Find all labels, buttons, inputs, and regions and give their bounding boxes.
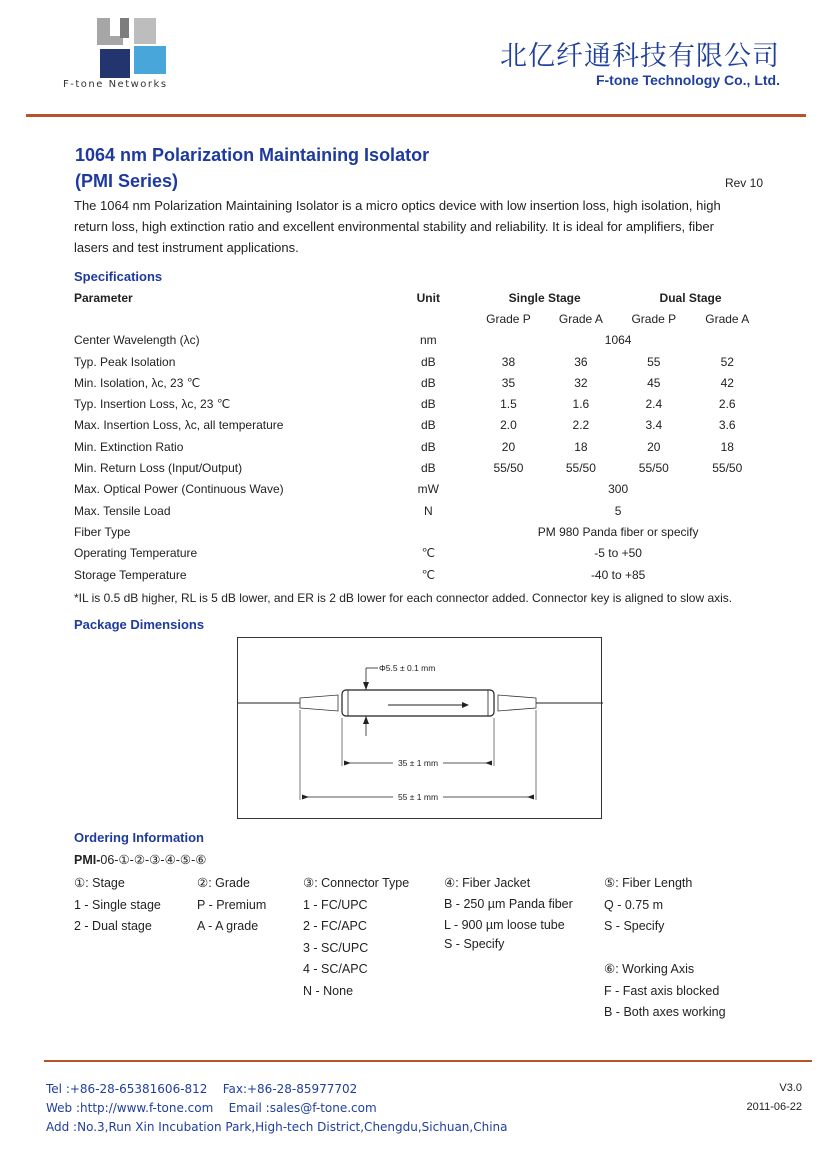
table-row bbox=[74, 479, 764, 500]
footer-divider bbox=[44, 1060, 812, 1062]
row-unit: ℃ bbox=[421, 546, 436, 561]
row-value: 20 bbox=[647, 439, 661, 454]
footer-address: Add :No.3,Run Xin Incubation Park,High-tech District,Chengdu,Sichuan,China bbox=[46, 1120, 508, 1134]
row-value: -40 to +85 bbox=[590, 567, 646, 582]
column-header-dual-stage: Dual Stage bbox=[659, 290, 722, 305]
row-parameter: Max. Tensile Load bbox=[74, 503, 171, 518]
row-value: 2.0 bbox=[500, 418, 517, 433]
option-item: S - Specify bbox=[444, 937, 505, 951]
grade-label: Grade P bbox=[486, 311, 531, 326]
part-number-code bbox=[74, 852, 207, 867]
row-value: 1064 bbox=[604, 333, 632, 348]
row-value: 2.6 bbox=[718, 397, 736, 412]
body-length-label: 35 ± 1 mm bbox=[397, 758, 439, 768]
column-header-unit: Unit bbox=[416, 290, 440, 305]
row-value: PM 980 Panda fiber or specify bbox=[537, 524, 699, 539]
diameter-label: Φ5.5 ± 0.1 mm bbox=[379, 663, 436, 673]
row-value: 52 bbox=[720, 354, 734, 369]
logo-caption: F-tone Networks bbox=[63, 79, 168, 90]
row-value: 42 bbox=[720, 375, 734, 390]
row-unit: mW bbox=[417, 482, 439, 497]
option-item: Q - 0.75 m bbox=[604, 897, 664, 912]
option-item: ⑥: Working Axis bbox=[604, 962, 695, 976]
option-item: S - Specify bbox=[604, 919, 665, 933]
table-row bbox=[74, 436, 764, 457]
revision-label: Rev 10 bbox=[724, 176, 763, 190]
row-unit: dB bbox=[420, 418, 436, 433]
row-value: 1.6 bbox=[572, 397, 590, 412]
row-value: 32 bbox=[574, 375, 588, 390]
option-item: 1 - Single stage bbox=[74, 897, 161, 912]
option-item: 2 - Dual stage bbox=[74, 919, 152, 933]
ordering-column-connector bbox=[303, 873, 409, 1002]
option-item: L - 900 µm loose tube bbox=[444, 918, 565, 932]
grade-label: Grade A bbox=[705, 311, 750, 326]
row-value: 55/50 bbox=[493, 461, 524, 476]
row-value: 55/50 bbox=[638, 461, 669, 476]
row-value: 20 bbox=[501, 439, 516, 454]
row-value: 2.4 bbox=[645, 397, 663, 412]
row-parameter: Storage Temperature bbox=[74, 567, 187, 582]
part-number-fields: 06-①-②-③-④-⑤-⑥ bbox=[100, 853, 207, 867]
table-row bbox=[74, 351, 764, 372]
row-value: 35 bbox=[501, 375, 516, 390]
ordering-column-grade bbox=[197, 873, 266, 938]
option-item: ②: Grade bbox=[197, 876, 250, 890]
row-value: 55 bbox=[647, 354, 661, 369]
option-item: B - Both axes working bbox=[604, 1005, 726, 1019]
row-parameter: Min. Extinction Ratio bbox=[74, 439, 184, 454]
row-value: 38 bbox=[501, 354, 516, 369]
row-parameter: Min. Isolation, λc, 23 ℃ bbox=[74, 375, 201, 390]
option-item: 2 - FC/APC bbox=[303, 919, 367, 933]
table-row bbox=[74, 500, 764, 521]
row-unit: dB bbox=[420, 439, 436, 454]
specifications-table bbox=[74, 287, 764, 585]
row-value: 18 bbox=[720, 439, 734, 454]
isolator-drawing-icon bbox=[238, 638, 603, 820]
option-item: F - Fast axis blocked bbox=[604, 983, 720, 998]
table-header-row bbox=[74, 287, 764, 308]
product-series: (PMI Series) bbox=[75, 171, 179, 191]
part-number-prefix: PMI- bbox=[74, 853, 101, 867]
row-value: -5 to +50 bbox=[594, 546, 642, 561]
row-unit: nm bbox=[419, 333, 437, 348]
company-name-chinese: 北亿纤通科技有限公司 bbox=[500, 41, 780, 72]
footer-web-email: Web :http://www.f-tone.com Email :sales@f-tone.com bbox=[46, 1101, 377, 1115]
row-parameter: Typ. Insertion Loss, λc, 23 ℃ bbox=[74, 397, 231, 412]
row-value: 45 bbox=[647, 375, 661, 390]
row-parameter: Max. Optical Power (Continuous Wave) bbox=[74, 482, 284, 497]
grade-label: Grade P bbox=[631, 311, 677, 326]
table-row bbox=[74, 457, 764, 478]
document-version: V3.0 bbox=[779, 1082, 802, 1094]
product-description bbox=[74, 195, 774, 258]
row-value: 55/50 bbox=[565, 461, 596, 476]
footer-contact bbox=[46, 1080, 508, 1137]
grade-label: Grade A bbox=[558, 311, 603, 326]
row-value: 55/50 bbox=[712, 461, 743, 476]
product-title: 1064 nm Polarization Maintaining Isolator bbox=[75, 145, 430, 165]
column-header-parameter: Parameter bbox=[74, 290, 133, 305]
row-value: 3.4 bbox=[645, 418, 663, 433]
description-line: The 1064 nm Polarization Maintaining Isolator is a micro optics device with low insertion loss, high isolation, high bbox=[74, 198, 721, 213]
specifications-heading: Specifications bbox=[74, 269, 163, 284]
option-item: N - None bbox=[303, 983, 354, 998]
row-parameter: Typ. Peak Isolation bbox=[74, 354, 176, 369]
row-value: 36 bbox=[574, 354, 588, 369]
row-parameter: Center Wavelength (λc) bbox=[74, 333, 200, 348]
row-parameter: Max. Insertion Loss, λc, all temperature bbox=[74, 418, 284, 433]
package-drawing bbox=[237, 637, 602, 819]
grade-header-row bbox=[74, 308, 764, 329]
row-value: 3.6 bbox=[718, 418, 736, 433]
company-logo bbox=[90, 16, 170, 80]
row-parameter: Operating Temperature bbox=[74, 546, 198, 561]
table-row bbox=[74, 372, 764, 393]
option-item: ⑤: Fiber Length bbox=[604, 876, 693, 890]
option-item: 3 - SC/UPC bbox=[303, 940, 369, 955]
footer-phone-fax: Tel :+86-28-65381606-812 Fax:+86-28-85977702 bbox=[46, 1082, 358, 1096]
option-item: P - Premium bbox=[197, 897, 267, 912]
table-row bbox=[74, 564, 764, 585]
description-line: lasers and test instrument applications. bbox=[74, 240, 299, 255]
table-row bbox=[74, 415, 764, 436]
row-unit: dB bbox=[420, 354, 436, 369]
logo-mark-icon bbox=[90, 16, 170, 80]
header-divider bbox=[26, 114, 806, 117]
option-item: B - 250 µm Panda fiber bbox=[444, 897, 573, 911]
row-unit: ℃ bbox=[421, 567, 436, 582]
row-unit: dB bbox=[420, 375, 436, 390]
row-unit: N bbox=[423, 503, 433, 518]
row-value: 18 bbox=[574, 439, 588, 454]
ordering-column-length bbox=[604, 873, 692, 938]
row-value: 300 bbox=[608, 482, 629, 497]
package-dimensions-heading: Package Dimensions bbox=[74, 617, 205, 632]
document-date: 2011-06-22 bbox=[746, 1101, 802, 1113]
option-item: 4 - SC/APC bbox=[303, 962, 368, 976]
row-parameter: Fiber Type bbox=[74, 524, 131, 539]
row-unit bbox=[384, 521, 472, 542]
specifications-footnote: *IL is 0.5 dB higher, RL is 5 dB lower, and ER is 2 dB lower for each connector added. Connector key is aligned to slow axis. bbox=[74, 591, 733, 605]
row-value: 2.2 bbox=[572, 418, 590, 433]
row-unit: dB bbox=[420, 397, 436, 412]
table-row bbox=[74, 330, 764, 351]
ordering-column-axis bbox=[604, 959, 726, 1024]
table-row bbox=[74, 543, 764, 564]
option-item: ①: Stage bbox=[74, 876, 125, 890]
option-item: ③: Connector Type bbox=[303, 876, 410, 890]
total-length-label: 55 ± 1 mm bbox=[397, 792, 439, 802]
ordering-information-heading: Ordering Information bbox=[74, 830, 204, 845]
company-name-english: F-tone Technology Co., Ltd. bbox=[595, 72, 780, 88]
option-item: A - A grade bbox=[197, 919, 259, 933]
row-value: 5 bbox=[614, 503, 622, 518]
row-value: 1.5 bbox=[500, 397, 517, 412]
row-unit: dB bbox=[420, 461, 436, 476]
table-row bbox=[74, 521, 764, 542]
ordering-column-stage bbox=[74, 873, 161, 938]
ordering-column-jacket bbox=[444, 873, 573, 955]
table-row bbox=[74, 393, 764, 414]
row-parameter: Min. Return Loss (Input/Output) bbox=[74, 461, 243, 476]
column-header-single-stage: Single Stage bbox=[508, 290, 581, 305]
option-item: 1 - FC/UPC bbox=[303, 897, 368, 912]
option-item: ④: Fiber Jacket bbox=[444, 876, 531, 890]
description-line: return loss, high extinction ratio and excellent environmental stability and reliability. It is ideal for amplifiers, fiber bbox=[74, 219, 714, 234]
